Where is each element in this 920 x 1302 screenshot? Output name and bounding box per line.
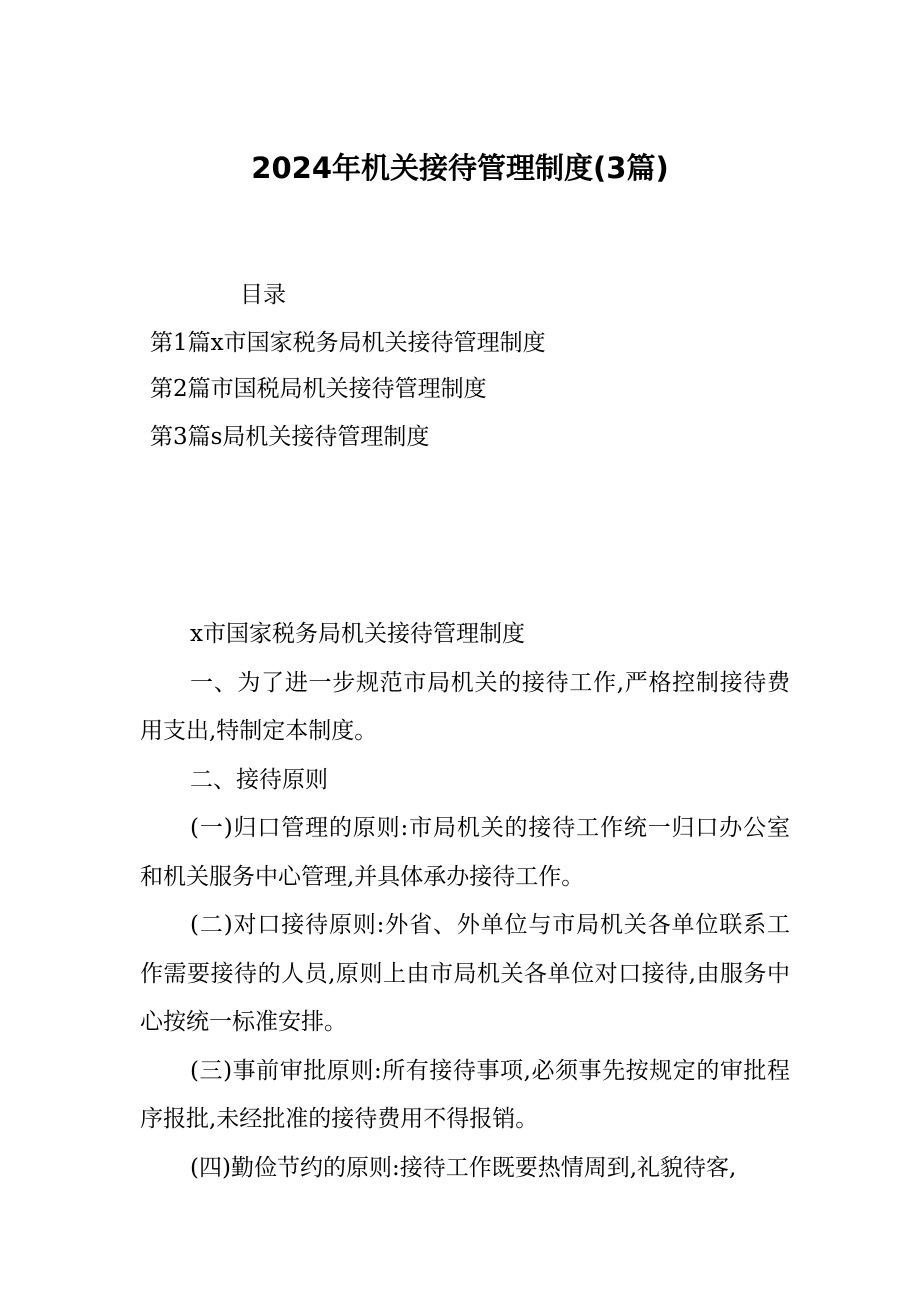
document-title: 2024年机关接待管理制度(3篇) [251, 151, 669, 185]
section-heading: x市国家税务局机关接待管理制度 [190, 621, 525, 647]
toc-item-2: 第2篇市国税局机关接待管理制度 [150, 376, 487, 402]
toc-item-1: 第1篇x市国家税务局机关接待管理制度 [150, 330, 546, 356]
toc-heading: 目录 [240, 282, 286, 308]
paragraph: 二、接待原则 [190, 766, 328, 793]
paragraph: (一)归口管理的原则:市局机关的接待工作统一归口办公室和机关服务中心管理,并具体承办接待工作。 [140, 815, 790, 890]
document-body [140, 610, 790, 1192]
paragraph: 一、为了进一步规范市局机关的接待工作,严格控制接待费用支出,特制定本制度。 [140, 669, 790, 744]
paragraph: (三)事前审批原则:所有接待事项,必须事先按规定的审批程序报批,未经批准的接待费用不得报销。 [140, 1057, 790, 1132]
paragraph: (二)对口接待原则:外省、外单位与市局机关各单位联系工作需要接待的人员,原则上由市局机关各单位对口接待,由服务中心按统一标准安排。 [140, 912, 790, 1035]
toc-item-3: 第3篇s局机关接待管理制度 [150, 424, 430, 450]
paragraph: (四)勤俭节约的原则:接待工作既要热情周到,礼貌待客, [190, 1154, 737, 1181]
